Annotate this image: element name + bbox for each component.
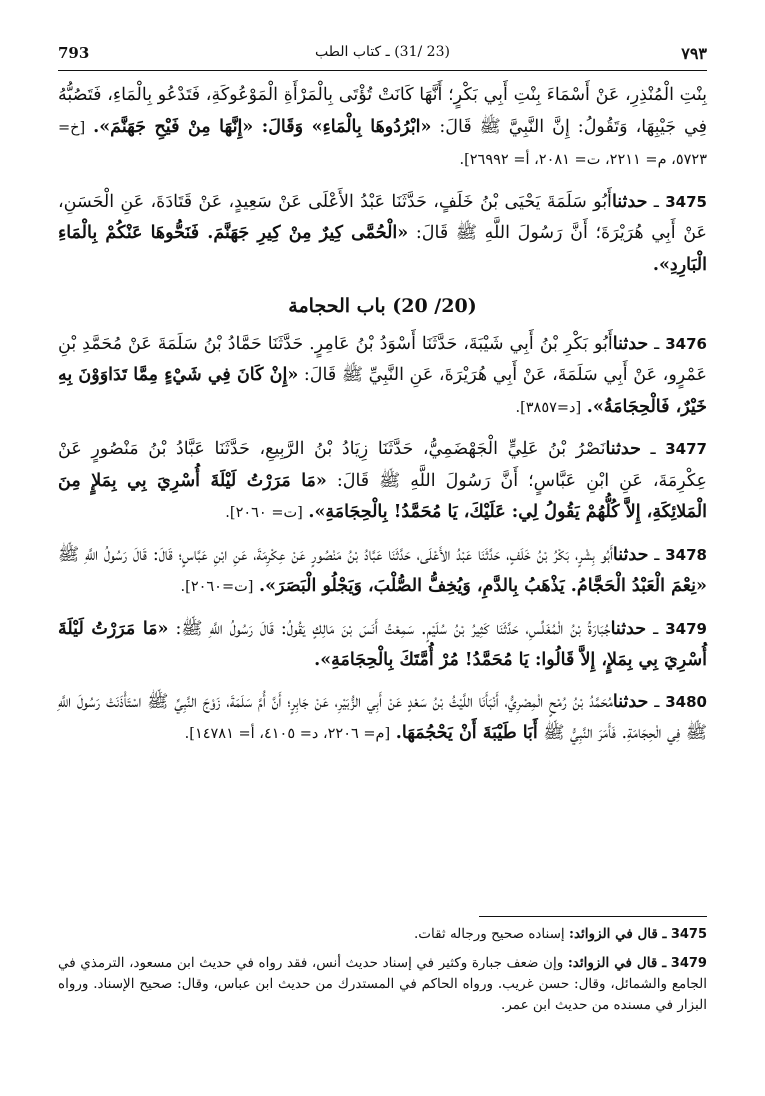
- hadith-lead: حدثنا: [610, 618, 647, 639]
- prophetic-quote: «مَا مَرَرْتُ لَيْلَةَ أُسْرِيَ بِي بِمَلإٍ، إِلاَّ قَالُوا: يَا مُحَمَّدُ! مُرْ أُمَّتَكَ بِالْحِجَامَةِ».: [58, 618, 707, 670]
- page-number-arabic: ٧٩٣: [681, 44, 707, 63]
- hadith-lead: حدثنا: [612, 544, 649, 565]
- prophetic-quote: «إِنْ كَانَ فِي شَيْءٍ مِمَّا تَدَاوَوْنَ بِهِ خَيْرٌ، فَالْحِجَامَةُ».: [58, 365, 707, 417]
- footnote-3475: [58, 924, 707, 945]
- hadith-number: 3475: [665, 192, 707, 211]
- hadith-3478: 3478 ـ حدثناأَبُو بِشْرٍ، بَكْرُ بْنُ خَلَفٍ، حَدَّثَنَا عَبْدُ الأَعْلَى، حَدَّثَنَا عَبَّادُ بْنُ مَنْصُورٍ عَنْ عِكْرِمَةَ، عَنِ ابْنِ عَبَّاسٍ؛ قَالَ: قَالَ رَسُولُ اللَّهِ ﷺ «نِعْمَ الْعَبْدُ الْحَجَّامُ. يَذْهَبُ بِالدَّمِ، وَيُخِفُّ الصُّلْبَ، وَيَجْلُو الْبَصَرَ». [ت=٢٠٦٠].: [58, 544, 707, 596]
- hadith-lead: حدثنا: [605, 439, 641, 459]
- footnote-number: 3475: [670, 927, 707, 942]
- prophetic-quote: «ابْرُدُوهَا بِالْمَاءِ» وَقَالَ: «إِنَّهَا مِنْ فَيْحِ جَهَنَّمَ».: [93, 116, 432, 137]
- hadith-reference: [ت= ٢٠٦٠].: [225, 505, 303, 521]
- chapter-heading: (20/ 20) باب الحجامة: [288, 295, 477, 317]
- footnote-label: ـ قال في الزوائد:: [568, 926, 667, 942]
- hadith-reference: [خ= ٥٧٢٣، م= ٢٢١١، ت= ٢٠٨١، أ= ٢٦٩٩٢].: [58, 119, 707, 168]
- footnote-text: إسناده صحيح ورجاله ثقات.: [413, 926, 569, 942]
- hadith-lead: حدثنا: [611, 191, 648, 212]
- hadith-lead: حدثنا: [612, 691, 649, 712]
- hadith-number: 3479: [665, 619, 707, 638]
- hadith-3480: 3480 ـ حدثنامُحَمَّدُ بْنُ رُمْحٍ الْمِصْرِيُّ، أَنْبَأَنَا اللَّيْثُ بْنُ سَعْدٍ عَنْ أَبِي الزُّبَيْرِ، عَنْ جَابِرٍ؛ أَنَّ أُمَّ سَلَمَةَ، زَوْجَ النَّبِيِّ ﷺ اسْتَأْذَنَتْ رَسُولَ اللَّهِ ﷺ فِي الْحِجَامَةِ. فَأَمَرَ النَّبِيُّ ﷺ أَبَا طَيْبَةَ أَنْ يَحْجُمَهَا. [م= ٢٢٠٦، د= ٤١٠٥، أ= ١٤٧٨١].: [58, 691, 707, 743]
- hadith-continuation: بِنْتِ الْمُنْذِرِ، عَنْ أَسْمَاءَ بِنْتِ أَبِي بَكْرٍ؛ أَنَّهَا كَانَتْ تُؤْتَى بِالْمَرْأَةِ الْمَوْعُوكَةِ، فَتَدْعُو بِالْمَاءِ، فَتَصُبُّهُ فِي جَيْبِهَا، وَتَقُولُ: إِنَّ النَّبِيَّ ﷺ قَالَ: «ابْرُدُوهَا بِالْمَاءِ» وَقَالَ: «إِنَّهَا مِنْ فَيْحِ جَهَنَّمَ». [خ= ٥٧٢٣، م= ٢٢١١، ت= ٢٠٨١، أ= ٢٦٩٩٢].: [58, 85, 707, 168]
- hadith-3476: 3476 ـ حدثناأَبُو بَكْرِ بْنُ أَبِي شَيْبَةَ، حَدَّثَنَا أَسْوَدُ بْنُ عَامِرٍ. حَدَّثَنَا حَمَّادُ بْنُ سَلَمَةَ عَنْ مُحَمَّدِ بْنِ عَمْرٍو، عَنْ أَبِي سَلَمَةَ، عَنْ أَبِي هُرَيْرَةَ، عَنِ النَّبِيِّ ﷺ قَالَ: «إِنْ كَانَ فِي شَيْءٍ مِمَّا تَدَاوَوْنَ بِهِ خَيْرٌ، فَالْحِجَامَةُ». [د=٣٨٥٧].: [58, 333, 707, 417]
- hadith-number: 3478: [665, 545, 707, 564]
- hadith-3479: 3479 ـ حدثناجُبَارَةُ بْنُ الْمُغَلِّسِ، حَدَّثَنَا كَثِيرُ بْنُ سُلَيْمٍ. سَمِعْتُ أَنَسَ بْنَ مَالِكٍ يَقُولُ: قَالَ رَسُولُ اللَّهِ ﷺ: «مَا مَرَرْتُ لَيْلَةَ أُسْرِيَ بِي بِمَلإٍ، إِلاَّ قَالُوا: يَا مُحَمَّدُ! مُرْ أُمَّتَكَ بِالْحِجَامَةِ».: [58, 618, 707, 670]
- hadith-3477: 3477 ـ حدثنانَصْرُ بْنُ عَلِيٍّ الْجَهْضَمِيُّ، حَدَّثَنَا زِيَادُ بْنُ الرَّبِيعِ، حَدَّثَنَا عَبَّادُ بْنُ مَنْصُورٍ عَنْ عِكْرِمَةَ، عَنِ ابْنِ عَبَّاسٍ؛ أَنَّ رَسُولَ اللَّهِ ﷺ قَالَ: «مَا مَرَرْتُ لَيْلَةَ أُسْرِيَ بِي بِمَلإٍ مِنَ الْمَلائِكَةِ، إِلاَّ كُلُّهُمْ يَقُولُ لِي: عَلَيْكَ، يَا مُحَمَّدُ! بِالْحِجَامَةِ». [ت= ٢٠٦٠].: [58, 439, 707, 522]
- hadith-lead: حدثنا: [612, 333, 649, 354]
- header-rule: [58, 70, 707, 71]
- page-header: [58, 44, 707, 68]
- hadith-reference: [د=٣٨٥٧].: [515, 399, 582, 416]
- footnote-number: 3479: [670, 956, 707, 971]
- prophetic-quote: «الْحُمَّى كِيرٌ مِنْ كِيرِ جَهَنَّمَ. فَنَحُّوهَا عَنْكُمْ بِالْمَاءِ الْبَارِدِ».: [58, 223, 707, 275]
- main-text: [58, 80, 707, 761]
- footnote-text: وإن ضعف جبارة وكثير في إسناد حديث أنس، فقد رواه في حديث ابن مسعود، الترمذي في الجامع والشمائل، وقال: حسن غريب. ورواه الحاكم في المستدرك من حديث ابن عباس، وقال: صحيح الإسناد. ورواه البزار في مسنده من حديث ابن عمر.: [58, 955, 707, 1013]
- prophetic-quote: «نِعْمَ الْعَبْدُ الْحَجَّامُ. يَذْهَبُ بِالدَّمِ، وَيُخِفُّ الصُّلْبَ، وَيَجْلُو الْبَصَرَ».: [259, 576, 707, 596]
- page-number-latin: 793: [58, 44, 90, 62]
- hadith-reference: [ت=٢٠٦٠].: [180, 579, 254, 595]
- hadith-reference: [م= ٢٢٠٦، د= ٤١٠٥، أ= ١٤٧٨١].: [184, 726, 391, 742]
- footnote-3479: [58, 953, 707, 1016]
- running-title: (23 /31) ـ كتاب الطب: [315, 44, 450, 60]
- footnote-rule: [479, 916, 707, 917]
- hadith-3475: 3475 ـ حدثناأَبُو سَلَمَةَ يَحْيَى بْنُ خَلَفٍ، حَدَّثَنَا عَبْدُ الأَعْلَى عَنْ سَعِيدٍ، عَنْ قَتَادَةَ، عَنِ الْحَسَنِ، عَنْ أَبِي هُرَيْرَةَ؛ أَنَّ رَسُولَ اللَّهِ ﷺ قَالَ: «الْحُمَّى كِيرٌ مِنْ كِيرِ جَهَنَّمَ. فَنَحُّوهَا عَنْكُمْ بِالْمَاءِ الْبَارِدِ».: [58, 191, 707, 275]
- hadith-number: 3480: [665, 692, 707, 711]
- hadith-number: 3477: [665, 440, 707, 458]
- prophetic-quote: «مَا مَرَرْتُ لَيْلَةَ أُسْرِيَ بِي بِمَلإٍ مِنَ الْمَلائِكَةِ، إِلاَّ كُلُّهُمْ يَقُولُ لِي: عَلَيْكَ، يَا مُحَمَّدُ! بِالْحِجَامَةِ».: [58, 470, 707, 522]
- prophetic-quote: أَبَا طَيْبَةَ أَنْ يَحْجُمَهَا.: [395, 723, 538, 743]
- footnote-label: ـ قال في الزوائد:: [567, 955, 667, 971]
- hadith-number: 3476: [665, 334, 707, 353]
- footnotes: [58, 924, 707, 1024]
